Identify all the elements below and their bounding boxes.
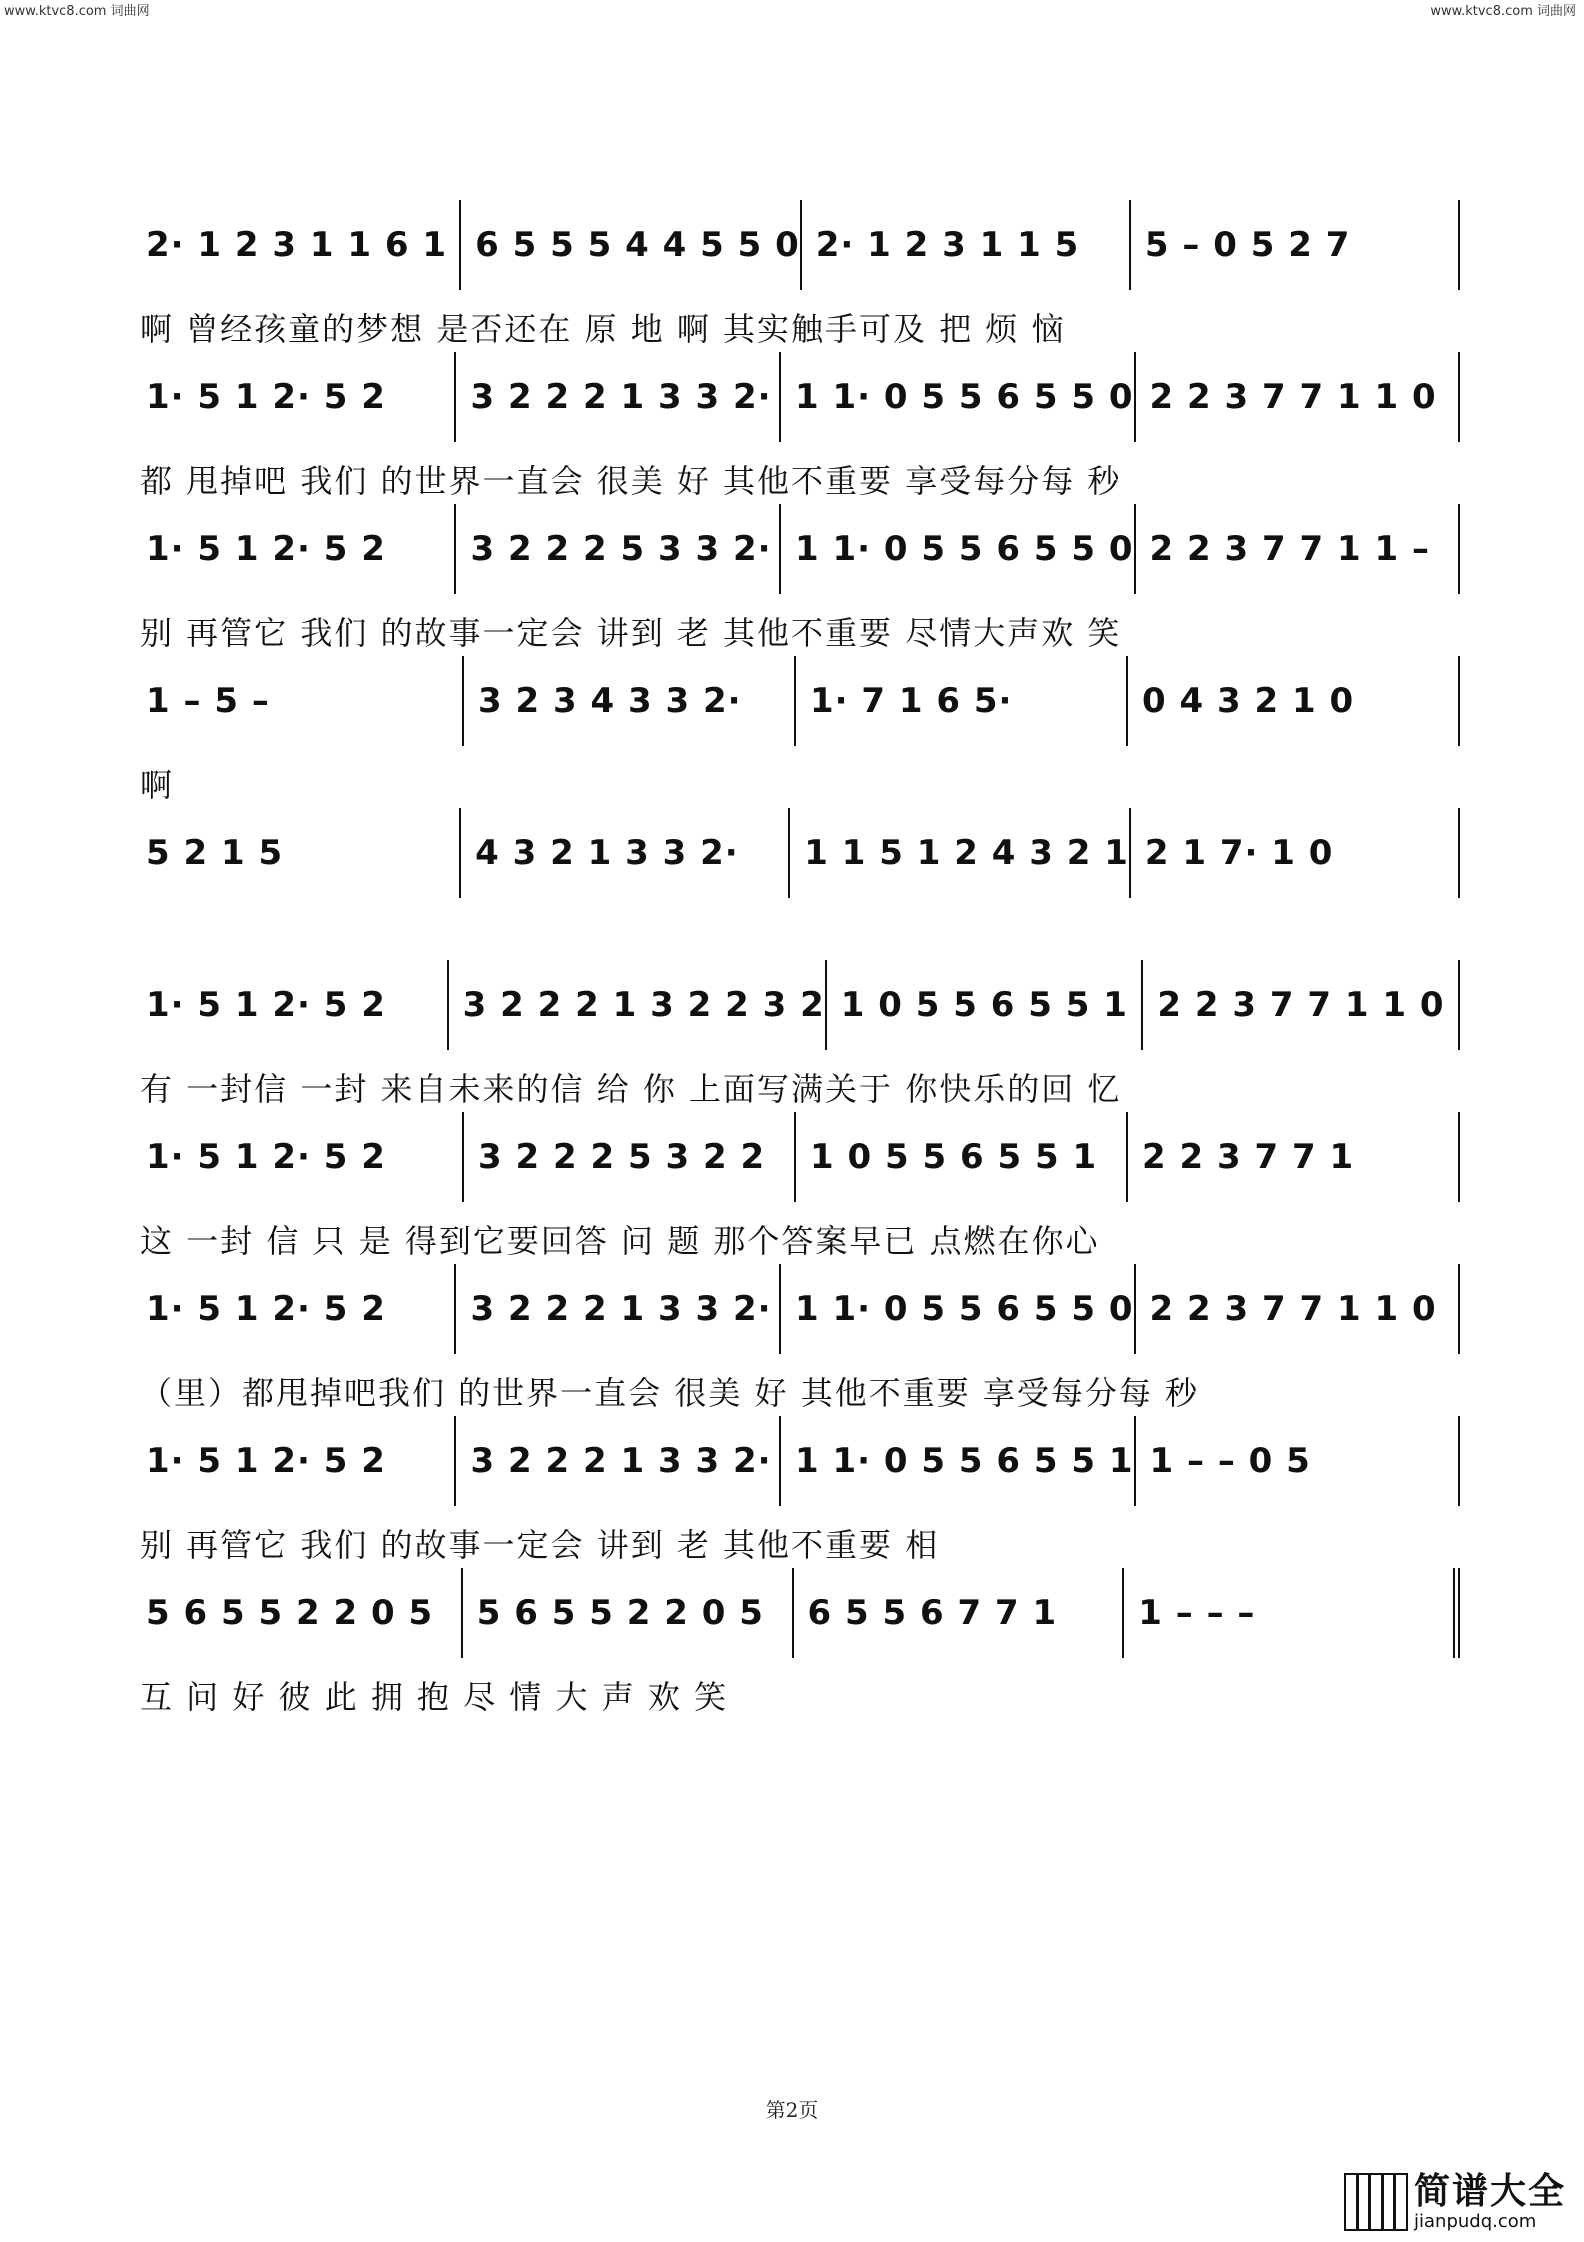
measure: 3 2 2 2 5 3 3 2· [454,504,778,594]
measure: 3 2 2 2 5 3 2 2 [462,1112,794,1202]
measure: 1 1· 0 5 5 6 5 5 0 [779,352,1134,442]
lyrics-row: 啊 [140,766,175,804]
measure: 2· 1 2 3 1 1 6 1 [146,225,448,265]
measure: 1 0 5 5 6 5 5 1 [794,1112,1126,1202]
site-header-left: www.ktvc8.com 词曲网 [4,4,150,19]
notation-row [140,200,1460,290]
notation-row [140,960,1460,1050]
page-number: 第2页 [765,2098,819,2122]
measure: 2 2 3 7 7 1 1 0 [1134,352,1460,442]
lyrics-row: 这 一封 信 只 是 得到它要回答 问 题 那个答案早已 点燃在你心 [140,1222,1100,1260]
notation-row [140,504,1460,594]
lyrics-row [140,912,1460,962]
lyrics-row: 别 再管它 我们 的故事一定会 讲到 老 其他不重要 相 [140,1526,940,1564]
notation-row [140,656,1460,746]
piano-keys-icon [1344,2173,1408,2231]
score-line [140,1416,1460,1586]
measure: 1· 5 1 2· 5 2 [146,1441,386,1481]
measure: 3 2 2 2 1 3 3 2· [454,1264,778,1354]
score-line [140,808,1460,978]
score-line [140,200,1460,370]
measure: 1· 7 1 6 5· [794,656,1126,746]
measure: 1· 5 1 2· 5 2 [146,1289,386,1329]
notation-row [140,808,1460,898]
measure: 0 4 3 2 1 0 [1126,656,1460,746]
lyrics-row: 都 甩掉吧 我们 的世界一直会 很美 好 其他不重要 享受每分每 秒 [140,462,1122,500]
measure: 1 1· 0 5 5 6 5 5 1 [779,1416,1134,1506]
notation-row [140,1568,1460,1658]
measure: 1· 5 1 2· 5 2 [146,985,386,1025]
measure: 5 6 5 5 2 2 0 5 [146,1593,434,1633]
measure: 6 5 5 5 4 4 5 5 0 [459,200,800,290]
measure: 5 – 0 5 2 7 [1129,200,1460,290]
measure: 5 2 1 5 [146,833,284,873]
score-line [140,960,1460,1130]
lyrics-row: 互 问 好 彼 此 拥 抱 尽 情 大 声 欢 笑 [140,1678,729,1716]
site-header-right: www.ktvc8.com 词曲网 [1430,4,1576,19]
measure: 6 5 5 6 7 7 1 [792,1568,1123,1658]
measure: 3 2 2 2 1 3 3 2· [454,1416,778,1506]
site-logo[interactable] [1344,2168,1576,2236]
measure: 1 1· 0 5 5 6 5 5 0 [779,1264,1134,1354]
measure: 4 3 2 1 3 3 2· [459,808,788,898]
measure: 2· 1 2 3 1 1 5 [800,200,1129,290]
score-line [140,1112,1460,1282]
lyrics-row: 啊 曾经孩童的梦想 是否还在 原 地 啊 其实触手可及 把 烦 恼 [140,310,1066,348]
score-line [140,504,1460,674]
score-line [140,1568,1460,1738]
lyrics-row: 有 一封信 一封 来自未来的信 给 你 上面写满关于 你快乐的回 忆 [140,1070,1122,1108]
measure: 1· 5 1 2· 5 2 [146,377,386,417]
measure: 1 – – – [1122,1568,1460,1658]
lyrics-row: （里）都甩掉吧我们 的世界一直会 很美 好 其他不重要 享受每分每 秒 [140,1374,1200,1412]
measure: 2 2 3 7 7 1 1 – [1134,504,1460,594]
logo-title: 简谱大全 [1414,2170,1567,2212]
measure: 1· 5 1 2· 5 2 [146,1137,386,1177]
notation-row [140,352,1460,442]
score-line [140,656,1460,826]
measure: 1 0 5 5 6 5 5 1 [825,960,1142,1050]
measure: 1 1 5 1 2 4 3 2 1 [788,808,1129,898]
measure: 2 1 7· 1 0 [1129,808,1460,898]
measure: 5 6 5 5 2 2 0 5 [461,1568,792,1658]
measure: 1· 5 1 2· 5 2 [146,529,386,569]
measure: 2 2 3 7 7 1 1 0 [1141,960,1460,1050]
logo-url: jianpudq.com [1414,2210,1537,2232]
measure: 2 2 3 7 7 1 1 0 [1134,1264,1460,1354]
measure: 3 2 2 2 1 3 2 2 3 2 [447,960,825,1050]
notation-row [140,1112,1460,1202]
notation-row [140,1264,1460,1354]
measure: 1 1· 0 5 5 6 5 5 0 [779,504,1134,594]
measure: 2 2 3 7 7 1 [1126,1112,1460,1202]
measure: 1 – – 0 5 [1134,1416,1460,1506]
lyrics-row: 别 再管它 我们 的故事一定会 讲到 老 其他不重要 尽情大声欢 笑 [140,614,1122,652]
measure: 3 2 2 2 1 3 3 2· [454,352,778,442]
measure: 3 2 3 4 3 3 2· [462,656,794,746]
score-line [140,352,1460,522]
notation-row [140,1416,1460,1506]
score-line [140,1264,1460,1434]
measure: 1 – 5 – [146,681,270,721]
